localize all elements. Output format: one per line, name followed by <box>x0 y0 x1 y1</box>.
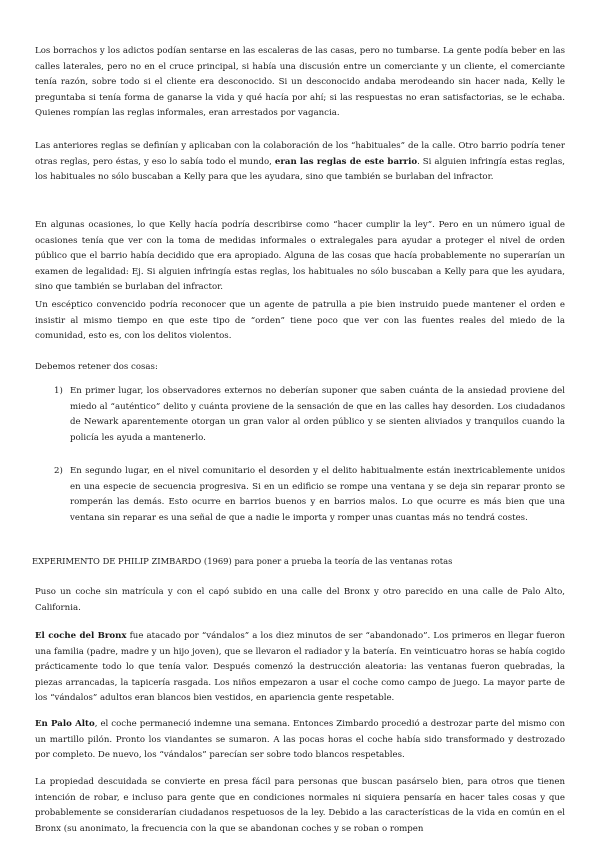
emphasis-text: El coche del Bronx <box>35 631 127 641</box>
list-item <box>54 384 565 446</box>
list-number: 2) <box>54 466 63 476</box>
paragraph-skeptic: Un escéptico convencido podría reconocer que un agente de patrulla a pie bien instruido puede mantener el orden e insistir al mismo tiempo en que este tipo de “orden” tiene poco que ver con las fuentes reales del miedo de la comunidad, esto es, con los delitos violentos. <box>35 300 565 342</box>
emphasis-text: eran las reglas de este barrio <box>274 156 418 167</box>
paragraph-text: fue atacado por “vándalos” a los diez minutos de ser “abandonado”. Los primeros en llegar fueron una familia (padre, madre y un hijo joven), que se llevaron el radiador y la batería. En veinticuatro horas se había cogido prácticamente todo lo que tenía valor. Después comenzó la destrucción aleatoria: las ventanas fueron quebradas, la piezas arrancadas, la tapicería rasgada. Los niños empezaron a usar el coche como campo de juego. La mayor parte de los “vándalos” adultos eran blancos bien vestidos, en apariencia gente respetable. <box>35 631 565 704</box>
paragraph-neglected-property: La propiedad descuidada se convierte en presa fácil para personas que buscan pasárselo bien, para otros que tienen intención de robar, e incluso para gente que en condiciones normales ni siquiera pensaría en hacer tales cosas y que probablemente se considerarían ciudadanos respetuosos de la ley. Debido a las características de la vida en común en el Bronx (su anonimato, la frecuencia con la que se abandonan coches y se roban o rompen <box>35 777 565 834</box>
paragraph-text: Las anteriores reglas se definían y aplicaban con la colaboración de los “habituales” de la calle. Otro barrio podría tener otras reglas, pero éstas, y eso lo sabía todo el mundo, <box>35 141 565 167</box>
paragraph-enforce-law: En algunas ocasiones, lo que Kelly hacía podría describirse como “hacer cumplir la ley”. Pero en un número igual de ocasiones tenía que ver con la toma de medidas informales o extralegales para ayudar a proteger el nivel de orden público que el barrio había decidido que era apropiado. Alguna de las cosas que hacía probablemente no superarían un examen de legalidad: Ej. Si alguien infringía estas reglas, los habituales no sólo buscaban a Kelly para que les ayudara, sino que también se burlaban del infractor. <box>35 220 565 293</box>
paragraph-two-things: Debemos retener dos cosas: <box>35 362 158 372</box>
section-heading <box>32 554 572 570</box>
list-text: En primer lugar, los observadores externos no deberían suponer que saben cuánta de la ansiedad proviene del miedo al “auténtico” delito y cuánta proviene de la sensación de que en las calles hay desorden. Los ciudadanos de Newark aparentemente otorgan un gran valor al orden público y se sienten aliviados y tranquilos cuando la policía les ayuda a mantenerlo. <box>70 386 565 443</box>
list-item <box>54 464 565 526</box>
list-text: En segundo lugar, en el nivel comunitario el desorden y el delito habitualmente están inextricablemente unidos en una especie de secuencia progresiva. Si en un edificio se rompe una ventana y se deja sin reparar pronto se romperán las demás. Esto ocurre en barrios buenos y en barrios malos. Lo que ocurre es más bien que una ventana sin reparar es una señal de que a nadie le importa y romper unas cuantas más no tendrá costes. <box>70 466 565 523</box>
paragraph-palo-alto-car <box>35 717 565 764</box>
heading-title: EXPERIMENTO DE PHILIP ZIMBARDO (1969) <box>32 556 232 566</box>
paragraph-neighborhood-rules <box>35 139 565 186</box>
paragraph-text: , el coche permaneció indemne una semana. Entonces Zimbardo procedió a destrozar parte del mismo con un martillo pilón. Pronto los viandantes se sumaron. A las pocas horas el coche había sido transformado y destrozado por completo. De nuevo, los “vándalos” parecían ser sobre todo blancos respetables. <box>35 719 566 761</box>
heading-subtitle: para poner a prueba la teoría de las ventanas rotas <box>231 556 453 566</box>
paragraph-bronx-car <box>35 629 565 707</box>
emphasis-text: En Palo Alto <box>35 719 95 729</box>
paragraph-drunks-rules: Los borrachos y los adictos podían sentarse en las escaleras de las casas, pero no tumbarse. La gente podía beber en las calles laterales, pero no en el cruce principal, si había una discusión entre un comerciante y un cliente, el comerciante tenía razón, sobre todo si el cliente era desconocido. Si un desconocido andaba merodeando sin hacer nada, Kelly le preguntaba si tenía forma de ganarse la vida y qué hacía por ahí; si las respuestas no eran satisfactorias, se le echaba. Quienes rompían las reglas informales, eran arrestados por vagancia. <box>35 46 565 119</box>
paragraph-text: . Si alguien infringía estas reglas, los habituales no sólo buscaban a Kelly para que les ayudara, sino que también se burlaban del infractor. <box>35 156 565 183</box>
list-number: 1) <box>54 386 63 396</box>
paragraph-experiment-setup: Puso un coche sin matrícula y con el capó subido en una calle del Bronx y otro parecido en una calle de Palo Alto, California. <box>35 587 565 613</box>
